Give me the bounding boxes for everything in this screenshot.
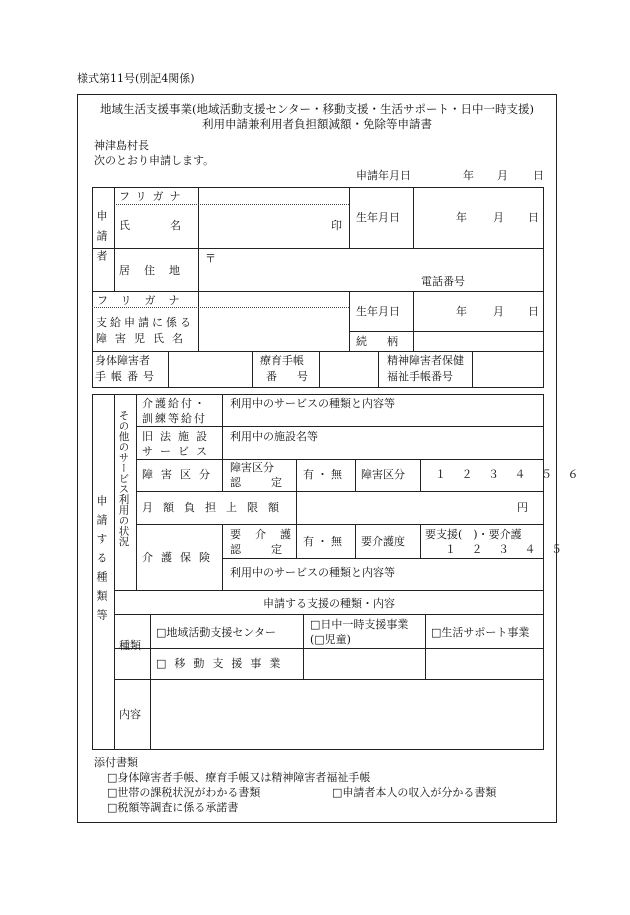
care-services-in-use-label: 利用中のサービスの種類と内容等 bbox=[230, 566, 395, 579]
postal-mark: 〒 bbox=[205, 252, 216, 265]
seal-mark: 印 bbox=[331, 219, 342, 232]
attachment-income[interactable]: □申請者本人の収入が分かる書類 bbox=[332, 786, 497, 799]
child-birth-year: 年 bbox=[456, 305, 467, 318]
form-number: 様式第11号(別記4関係) bbox=[77, 72, 195, 85]
facility-in-use-label: 利用中の施設名等 bbox=[230, 430, 318, 443]
class-options: １ ２ ３ ４ ５ ６ bbox=[435, 468, 585, 481]
child-birth-day: 日 bbox=[528, 305, 539, 318]
applicant-furigana-label: フリガナ bbox=[119, 190, 187, 203]
application-date-label: 申請年月日 bbox=[356, 169, 411, 182]
mental-handbook-label-line1: 精神障害者保健 bbox=[387, 354, 464, 367]
option-mobility-support[interactable]: □移動支援事業 bbox=[156, 657, 289, 670]
care-insurance-label: 介護保険 bbox=[142, 551, 218, 564]
ryoiku-handbook-label-line1: 療育手帳 bbox=[260, 354, 304, 367]
addressee: 神津島村長 bbox=[94, 139, 149, 152]
care-options-line2: １ ２ ３ ４ ５ bbox=[445, 543, 568, 556]
class-cert-label-line2: 認定 bbox=[230, 476, 312, 489]
care-cert-label-line1: 要介護 bbox=[230, 528, 305, 541]
option-activity-center[interactable]: □地域活動支援センター bbox=[156, 626, 276, 639]
disability-class-label: 障害区分 bbox=[142, 468, 218, 481]
applicant-address-label: 居住地 bbox=[119, 264, 194, 277]
ryoiku-handbook-label-line2: 番号 bbox=[266, 370, 328, 383]
date-day: 日 bbox=[533, 169, 544, 182]
care-level-label: 要介護度 bbox=[361, 535, 405, 548]
child-birthdate-label: 生年月日 bbox=[356, 305, 400, 318]
care-options-line1: 要支援( )・要介護 bbox=[425, 528, 522, 541]
class-label: 障害区分 bbox=[361, 468, 405, 481]
form-title-line2: 利用申請兼利用者負担額減額・免除等申請書 bbox=[202, 117, 432, 131]
services-in-use-label: 利用中のサービスの種類と内容等 bbox=[230, 397, 395, 410]
class-cert-label-line1: 障害区分 bbox=[230, 461, 274, 474]
other-services-label: その他のサービス利用の状況 bbox=[117, 410, 130, 547]
care-cert-yes-no: 有・無 bbox=[303, 535, 345, 548]
care-cert-label-line2: 認定 bbox=[230, 543, 312, 556]
attachment-tax-status[interactable]: □世帯の課税状況がわかる書類 bbox=[107, 786, 261, 799]
support-header: 申請する支援の種類・内容 bbox=[263, 597, 395, 610]
mental-handbook-label-line2: 福祉手帳番号 bbox=[387, 370, 453, 383]
date-month: 月 bbox=[497, 169, 508, 182]
relation-label: 続柄 bbox=[356, 335, 418, 348]
child-furigana-label: フリガナ bbox=[97, 294, 193, 307]
class-cert-yes-no: 有・無 bbox=[303, 468, 345, 481]
intro-text: 次のとおり申請します。 bbox=[94, 154, 215, 167]
monthly-limit-label: 月額負担上限額 bbox=[142, 501, 289, 514]
applicant-birth-year: 年 bbox=[456, 211, 467, 224]
date-year: 年 bbox=[463, 169, 474, 182]
child-name-label-line1: 支給申請に係る bbox=[96, 316, 194, 329]
child-name-label-line2: 障害児氏名 bbox=[96, 332, 191, 345]
applicant-birth-month: 月 bbox=[493, 211, 504, 224]
option-daytime-support[interactable]: □日中一時支援事業 bbox=[310, 618, 409, 631]
phone-label: 電話番号 bbox=[421, 275, 465, 288]
kaigo-kyufu-label-line2: 訓練等給付 bbox=[142, 412, 207, 425]
old-law-label-line1: 旧法施設 bbox=[142, 430, 214, 443]
option-life-support[interactable]: □生活サポート事業 bbox=[431, 626, 530, 639]
option-daytime-child[interactable]: (□児童) bbox=[310, 633, 351, 646]
attachments-title: 添付書類 bbox=[94, 756, 138, 769]
applicant-name-label: 氏名 bbox=[119, 219, 221, 232]
kind-label: 種類 bbox=[119, 639, 141, 652]
physical-handbook-label-line2: 手帳番号 bbox=[95, 370, 159, 383]
child-birth-month: 月 bbox=[493, 305, 504, 318]
physical-handbook-label-line1: 身体障害者 bbox=[95, 354, 150, 367]
attachment-consent[interactable]: □税額等調査に係る承諾書 bbox=[107, 801, 239, 814]
form-title-line1: 地域生活支援事業(地域活動支援センター・移動支援・生活サポート・日中一時支援) bbox=[99, 102, 534, 116]
attachment-handbook[interactable]: □身体障害者手帳、療育手帳又は精神障害者福祉手帳 bbox=[107, 771, 371, 784]
yen-unit: 円 bbox=[517, 501, 528, 514]
old-law-label-line2: サービス bbox=[142, 445, 214, 458]
applicant-birth-day: 日 bbox=[528, 211, 539, 224]
application-types-section-label: 申請する種類等 bbox=[95, 495, 108, 628]
applicant-section-label: 申請者 bbox=[95, 210, 108, 270]
content-label: 内容 bbox=[119, 708, 141, 721]
kaigo-kyufu-label-line1: 介護給付・ bbox=[142, 397, 207, 410]
applicant-birthdate-label: 生年月日 bbox=[356, 211, 400, 224]
